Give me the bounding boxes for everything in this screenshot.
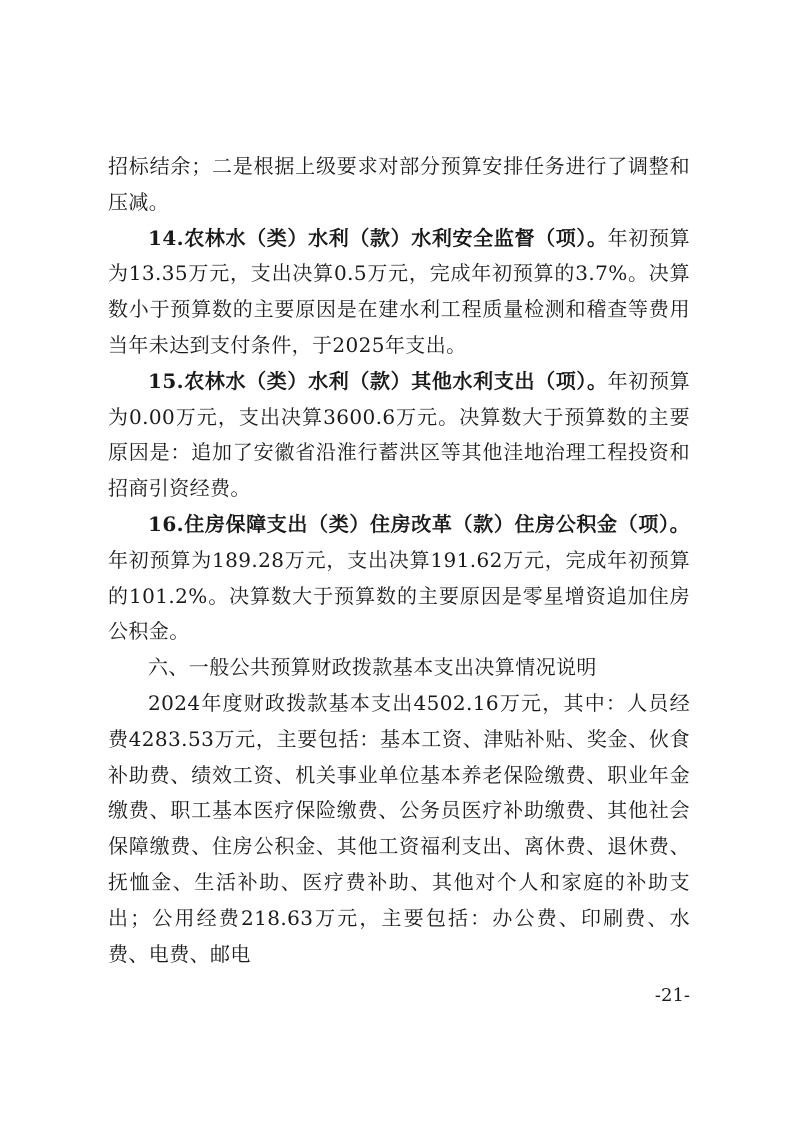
item-14-body: 年初预算为13.35万元，支出决算0.5万元，完成年初预算的3.7%。决算数小于预算数的主要原因是在建水利工程质量检测和稽查等费用当年未达到支付条件，于2025年支出。 (108, 225, 690, 357)
item-15-title: 15.农林水（类）水利（款）其他水利支出（项）。 (148, 368, 608, 393)
section-6-paragraph: 2024年度财政拨款基本支出4502.16万元，其中：人员经费4283.53万元，主要包括：基本工资、津贴补贴、奖金、伙食补助费、绩效工资、机关事业单位基本养老保险缴费、职业年金缴费、职工基本医疗保险缴费、公务员医疗补助缴费、其他社会保障缴费、住房公积金、其他工资福利支出、离休费、退休费、抚恤金、生活补助、医疗费补助、其他对个人和家庭的补助支出；公用经费218.63万元，主要包括：办公费、印刷费、水费、电费、邮电 (108, 690, 690, 966)
body-text (108, 149, 690, 972)
page-number: -21- (654, 985, 690, 1006)
item-16-body: 年初预算为189.28万元，支出决算191.62万元，完成年初预算的101.2%。决算数大于预算数的主要原因是零星增资追加住房公积金。 (108, 547, 690, 644)
section-6-heading: 六、一般公共预算财政拨款基本支出决算情况说明 (148, 655, 597, 680)
item-15-body: 年初预算为0.00万元，支出决算3600.6万元。决算数大于预算数的主要原因是：追加了安徽省沿淮行蓄洪区等其他洼地治理工程投资和招商引资经费。 (108, 368, 690, 501)
item-16-title: 16.住房保障支出（类）住房改革（款）住房公积金（项）。 (148, 511, 690, 536)
paragraph-item-16 (108, 507, 690, 650)
paragraph-item-15 (108, 364, 690, 507)
paragraph-continuation: 招标结余；二是根据上级要求对部分预算安排任务进行了调整和压减。 (108, 154, 690, 214)
item-14-title: 14.农林水（类）水利（款）水利安全监督（项）。 (148, 225, 608, 250)
paragraph-item-14 (108, 221, 690, 364)
